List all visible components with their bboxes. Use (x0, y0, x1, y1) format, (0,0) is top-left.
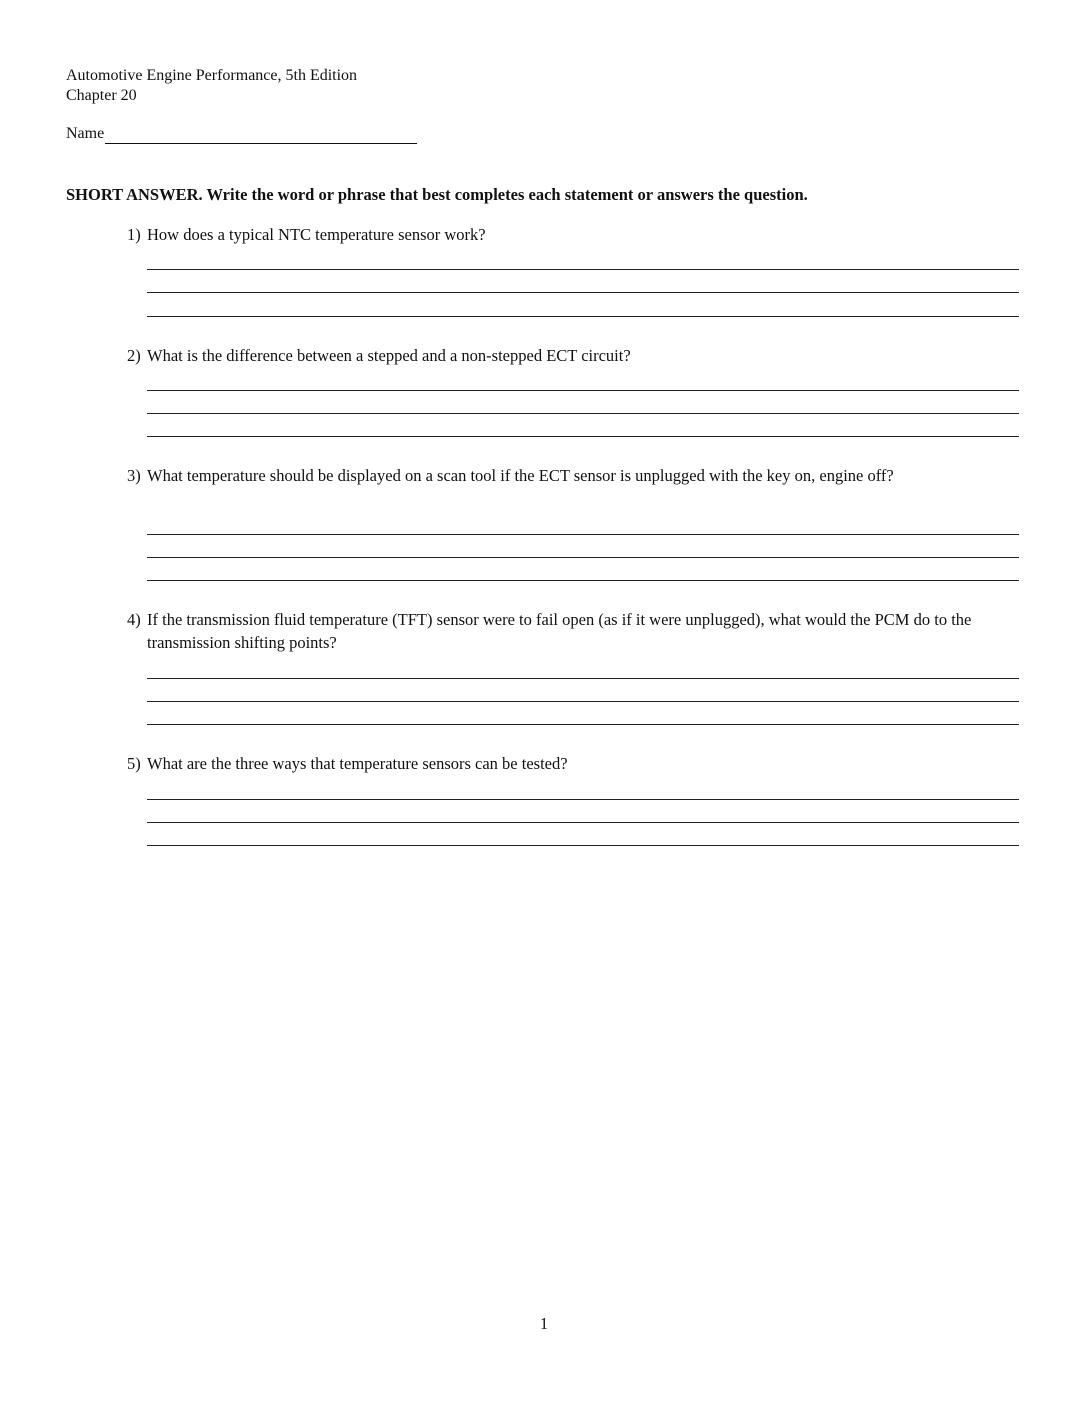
name-label: Name (66, 125, 105, 142)
answer-line[interactable] (147, 724, 1019, 725)
question-5 (127, 752, 1019, 775)
answer-line[interactable] (147, 413, 1019, 414)
answer-line[interactable] (147, 845, 1019, 846)
answer-line[interactable] (147, 390, 1019, 391)
question-1 (127, 223, 1019, 246)
answer-line[interactable] (147, 534, 1019, 535)
question-number: 2) (127, 346, 141, 365)
answer-line[interactable] (147, 557, 1019, 558)
question-text: What is the difference between a stepped and a non-stepped ECT circuit? (147, 346, 631, 365)
answer-line[interactable] (147, 316, 1019, 317)
answer-line[interactable] (147, 580, 1019, 581)
answer-line[interactable] (147, 822, 1019, 823)
question-text: How does a typical NTC temperature sensor work? (147, 225, 486, 244)
answer-line[interactable] (147, 799, 1019, 800)
question-4 (127, 608, 1019, 654)
question-number: 3) (127, 466, 141, 485)
document-header (66, 66, 357, 106)
name-field-row (66, 124, 417, 144)
question-text: If the transmission fluid temperature (TFT) sensor were to fail open (as if it were unplugged), what would the PCM do to the transmission shifting points? (147, 610, 972, 652)
answer-line[interactable] (147, 292, 1019, 293)
question-number: 1) (127, 225, 141, 244)
question-text: What are the three ways that temperature sensors can be tested? (147, 754, 568, 773)
answer-line[interactable] (147, 269, 1019, 270)
name-blank-line[interactable] (105, 125, 417, 144)
question-text: What temperature should be displayed on a scan tool if the ECT sensor is unplugged with the key on, engine off? (147, 466, 894, 485)
section-instructions: SHORT ANSWER. Write the word or phrase that best completes each statement or answers the question. (66, 185, 808, 204)
chapter-label: Chapter 20 (66, 87, 137, 104)
question-2 (127, 344, 1019, 367)
question-3 (127, 464, 1019, 487)
answer-line[interactable] (147, 701, 1019, 702)
answer-line[interactable] (147, 678, 1019, 679)
question-number: 5) (127, 754, 141, 773)
answer-line[interactable] (147, 436, 1019, 437)
question-number: 4) (127, 610, 141, 629)
book-title: Automotive Engine Performance, 5th Edition (66, 67, 358, 84)
page-number: 1 (539, 1314, 549, 1333)
